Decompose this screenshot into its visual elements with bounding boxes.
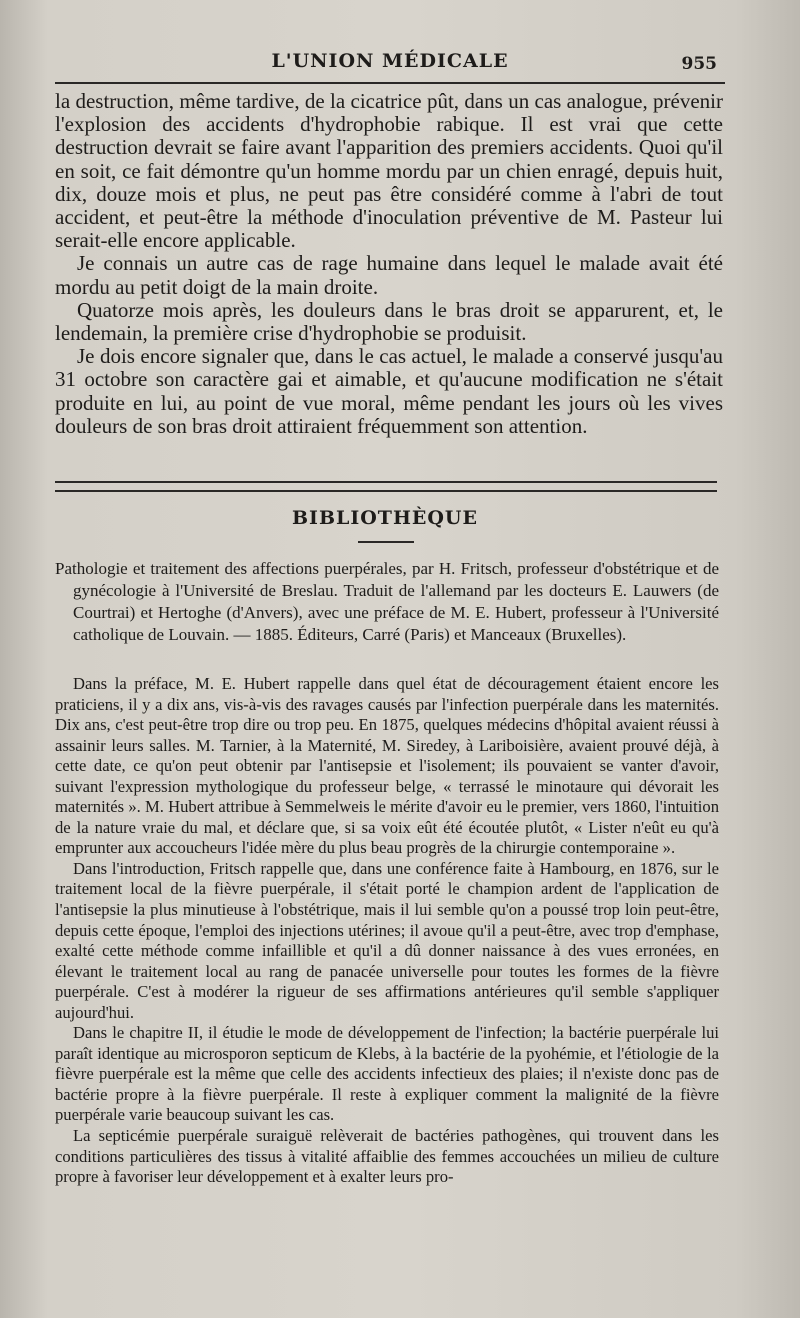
- continued-article: [55, 90, 723, 438]
- bibliography-entry: [55, 558, 719, 646]
- continued-paragraph: Quatorze mois après, les douleurs dans le bras droit se apparurent, et, le lendemain, la première crise d'hydrophobie se produisit.: [55, 297, 723, 346]
- review-paragraph: Dans la préface, M. E. Hubert rappelle dans quel état de découragement étaient encore les praticiens, il y a dix ans, vis-à-vis des ravages causés par l'infection puerpérale dans les maternités. Dix ans, c'est peut-être trop dire ou trop peu. En 1875, quelques médecins d'hôpital avaient réussi à assainir leurs salles. M. Tarnier, à la Maternité, M. Siredey, à Lariboisière, avaient prouvé déjà, à cette date, ce qu'on peut obtenir par l'antisepsie et l'isolement; ils pouvaient se vanter d'avoir, suivant l'expression mythologique du professeur belge, « terrassé le minotaure qui dévorait les maternités ». M. Hubert attribue à Semmelweis le mérite d'avoir eu le premier, vers 1860, l'intuition de la nature vraie du mal, et déclare que, si sa voix eût été écoutée plutôt, « Lister n'eût eu qu'à emprunter aux accoucheurs l'idée mère du plus beau progrès de la chirurgie contemporaine ».: [55, 674, 719, 858]
- running-head: [55, 46, 725, 82]
- review-paragraph: Dans l'introduction, Fritsch rappelle que, dans une conférence faite à Hambourg, en 1876, sur le traitement local de la fièvre puerpérale, il s'était porté le champion ardent de l'application de l'antisepsie la plus minutieuse à l'obstétrique, mais il lui semble qu'on a poussé trop loin peut-être, depuis cette époque, l'emploi des injections utérines; il avoue qu'il a peut-être, avec trop d'emphase, exalté cette méthode comme infaillible et qu'il a dû donner naissance à des vues erronées, en élevant le traitement local au rang de panacée universelle pour toutes les formes de la fièvre puerpérale. C'est à modérer la rigueur de ses affirmations antérieures qu'il semble s'appliquer aujourd'hui.: [55, 858, 719, 1022]
- review-body: [55, 674, 719, 1188]
- section-divider: [55, 481, 717, 492]
- continued-paragraph: Je connais un autre cas de rage humaine dans lequel le malade avait été mordu au petit doigt de la main droite.: [55, 251, 723, 299]
- continued-paragraph: Je dois encore signaler que, dans le cas actuel, le malade a conservé jusqu'au 31 octobre son caractère gai et aimable, et qu'aucune modification ne s'était produite en lui, au point de vue moral, même pendant les jours où les vives douleurs de son bras droit attiraient fréquemment son attention.: [55, 344, 723, 438]
- running-title: L'UNION MÉDICALE: [271, 50, 509, 72]
- review-paragraph: Dans le chapitre II, il étudie le mode de développement de l'infection; la bactérie puerpérale lui paraît identique au microsporon septicum de Klebs, à la bactérie de la pyohémie, et l'étiologie de la fièvre puerpérale est la même que celle des accidents infectieux des plaies; il n'existe donc pas de bactérie propre à la fièvre puerpérale. Il reste à expliquer comment la malignité de la fièvre puerpérale varie beaucoup suivant les cas.: [55, 1023, 719, 1125]
- title-underline: [358, 541, 414, 543]
- section-title: BIBLIOTHÈQUE: [292, 507, 478, 529]
- review-paragraph: La septicémie puerpérale suraiguë relèverait de bactéries pathogènes, qui trouvent dans les conditions particulières des tissus à vitalité affaiblie des femmes accouchées un milieu de culture propre à favoriser leur développement et à exalter leurs pro-: [55, 1126, 719, 1187]
- bibliography-text: Pathologie et traitement des affections puerpérales, par H. Fritsch, professeur d'obstétrique et de gynécologie à l'Université de Breslau. Traduit de l'allemand par les docteurs E. Lauwers (de Courtrai) et Hertoghe (d'Anvers), avec une préface de M. E. Hubert, professeur à l'Université catholique de Louvain. — 1885. Éditeurs, Carré (Paris) et Manceaux (Bruxelles).: [55, 559, 719, 644]
- header-rule: [55, 82, 725, 84]
- continued-paragraph: la destruction, même tardive, de la cicatrice pût, dans un cas analogue, prévenir l'explosion des accidents d'hydrophobie rabique. Il est vrai que cette destruction devrait se faire avant l'apparition des premiers accidents. Quoi qu'il en soit, ce fait démontre qu'un homme mordu par un chien enragé, depuis huit, dix, douze mois et plus, ne peut pas être considéré comme à l'abri de tout accident, et peut-être la méthode d'inoculation préventive de M. Pasteur lui serait-elle encore applicable.: [55, 89, 723, 253]
- page-number: 955: [681, 54, 717, 74]
